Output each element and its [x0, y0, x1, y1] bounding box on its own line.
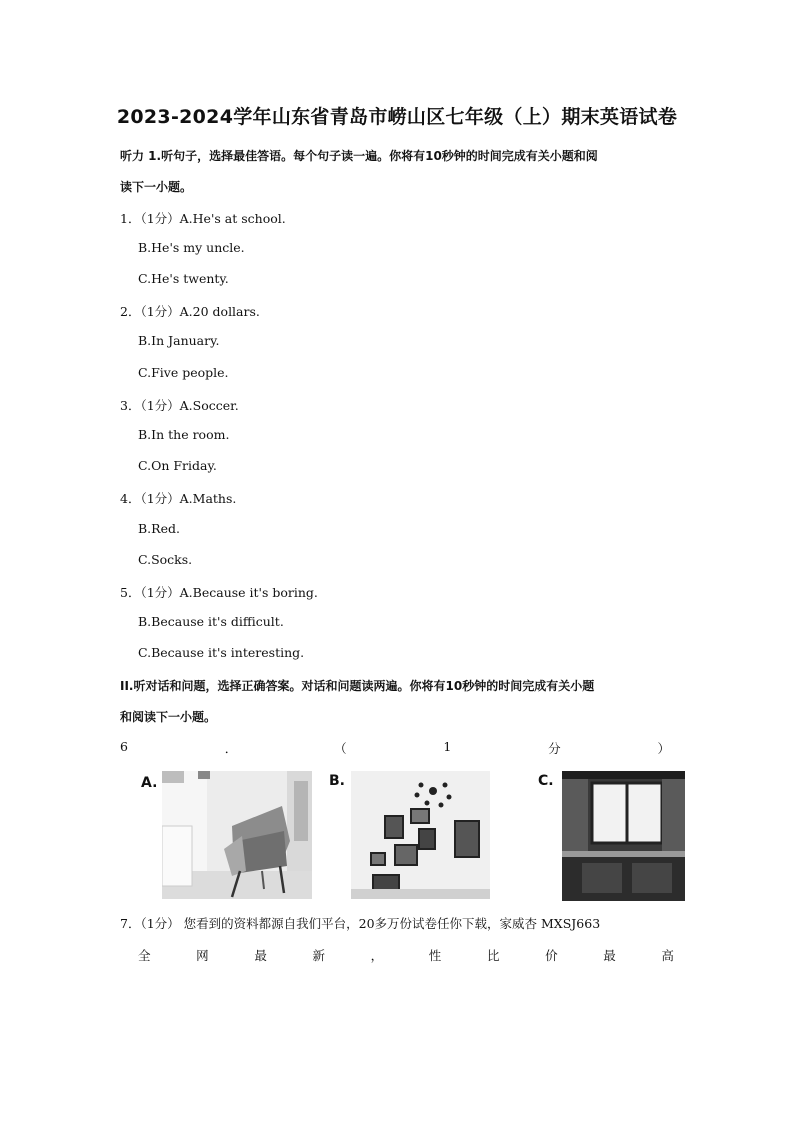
question-6-open-paren: （ — [334, 741, 347, 756]
q7-char: 新 — [312, 948, 325, 963]
section2-instruction-line2: 和阅读下一小题。 — [120, 710, 217, 724]
question-1-option-b: B.He's my uncle. — [138, 240, 245, 255]
question-7-stem: 7．（1分） 您看到的资料都源自我们平台，20多万份试卷任你下载，家威杏 MXSJ663 — [120, 916, 601, 931]
section2-instruction-line1: II.听对话和问题，选择正确答案。对话和问题读两遍。你将有10秒钟的时间完成有关小题 — [120, 679, 595, 693]
question-3-stem: 3．（1分）A.Soccer. — [120, 398, 239, 413]
q7-char: 网 — [196, 948, 209, 963]
question-6-score: 1 — [443, 739, 452, 754]
picture-c-window — [562, 771, 685, 901]
page-title: 2023-2024学年山东省青岛市崂山区七年级（上）期末英语试卷 — [116, 106, 678, 128]
q7-char: ， — [370, 948, 384, 963]
question-4-stem: 4．（1分）A.Maths. — [120, 491, 237, 506]
q7-char: 最 — [254, 948, 267, 963]
question-7-continuation — [138, 946, 674, 964]
picture-a-armchair — [162, 771, 312, 899]
question-5-stem: 5．（1分）A.Because it's boring. — [120, 585, 318, 600]
question-1-option-c: C.He's twenty. — [138, 271, 229, 286]
q7-char: 最 — [603, 948, 616, 963]
question-6-number: 6 — [120, 739, 128, 754]
picture-label-a: A. — [141, 775, 158, 791]
picture-label-c: C. — [538, 773, 554, 789]
question-6-dot: ． — [224, 741, 238, 756]
picture-b-wall-frames — [351, 771, 490, 899]
question-2-stem: 2．（1分）A.20 dollars. — [120, 304, 260, 319]
question-5-option-c: C.Because it's interesting. — [138, 645, 305, 660]
picture-label-b: B. — [329, 773, 345, 789]
question-6-stem — [120, 739, 670, 757]
q7-char: 比 — [486, 948, 500, 963]
question-6-close-paren: ） — [657, 741, 670, 756]
question-1-stem: 1．（1分）A.He's at school. — [120, 211, 286, 226]
question-2-option-c: C.Five people. — [138, 365, 229, 380]
q7-char: 价 — [545, 948, 558, 963]
question-4-option-c: C.Socks. — [138, 552, 193, 567]
q7-char: 全 — [138, 948, 151, 963]
question-2-option-b: B.In January. — [138, 333, 220, 348]
q7-char: 高 — [661, 948, 674, 963]
section1-instruction-line2: 读下一小题。 — [120, 180, 193, 194]
question-6-score-unit: 分 — [548, 741, 561, 756]
section1-instruction-line1: 听力 1.听句子，选择最佳答语。每个句子读一遍。你将有10秒钟的时间完成有关小题和阅 — [120, 149, 598, 163]
question-5-option-b: B.Because it's difficult. — [138, 614, 284, 629]
question-3-option-b: B.In the room. — [138, 427, 230, 442]
q7-char: 性 — [428, 948, 442, 963]
question-3-option-c: C.On Friday. — [138, 458, 217, 473]
question-4-option-b: B.Red. — [138, 521, 180, 536]
